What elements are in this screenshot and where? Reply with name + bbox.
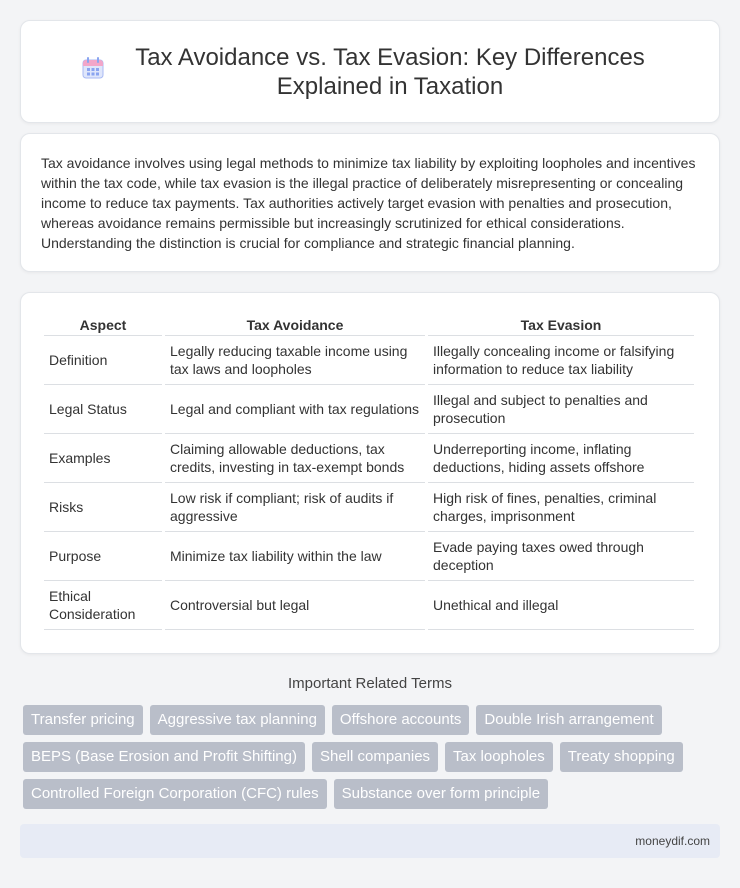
row-aspect-cell: Legal Status: [44, 385, 162, 434]
footer-site-name[interactable]: moneydif.com: [635, 834, 710, 848]
table-row: [44, 336, 694, 385]
row-evasion-cell: Underreporting income, inflating deductions, hiding assets offshore: [428, 434, 694, 483]
comparison-table: [41, 311, 697, 630]
row-avoidance-cell: Legally reducing taxable income using tax laws and loopholes: [165, 336, 425, 385]
row-evasion-cell: Unethical and illegal: [428, 581, 694, 630]
related-term-tag[interactable]: BEPS (Base Erosion and Profit Shifting): [23, 742, 305, 772]
table-row: [44, 483, 694, 532]
related-term-tag[interactable]: Substance over form principle: [334, 779, 548, 809]
footer: [20, 824, 720, 858]
related-terms-list: [23, 705, 723, 809]
intro-paragraph: Tax avoidance involves using legal methods to minimize tax liability by exploiting loopholes and incentives within the tax code, while tax evasion is the illegal practice of deliberately misrepresenting or concealing income to reduce tax payments. Tax authorities actively target evasion with penalties and prosecution, whereas avoidance remains permissible but increasingly scrutinized for ethical considerations. Understanding the distinction is crucial for compliance and strategic financial planning.: [41, 155, 696, 251]
row-avoidance-cell: Legal and compliant with tax regulations: [165, 385, 425, 434]
related-term-tag[interactable]: Aggressive tax planning: [150, 705, 325, 735]
comparison-table-card: [20, 292, 720, 654]
row-evasion-cell: Illegal and subject to penalties and prosecution: [428, 385, 694, 434]
related-term-tag[interactable]: Controlled Foreign Corporation (CFC) rules: [23, 779, 327, 809]
row-evasion-cell: Evade paying taxes owed through deception: [428, 532, 694, 581]
row-aspect-cell: Examples: [44, 434, 162, 483]
row-evasion-cell: High risk of fines, penalties, criminal charges, imprisonment: [428, 483, 694, 532]
related-term-tag[interactable]: Treaty shopping: [560, 742, 683, 772]
calendar-icon: [80, 55, 106, 81]
intro-card: [20, 133, 720, 272]
table-row: [44, 581, 694, 630]
related-term-tag[interactable]: Double Irish arrangement: [476, 705, 661, 735]
related-term-tag[interactable]: Offshore accounts: [332, 705, 469, 735]
table-row: [44, 385, 694, 434]
row-aspect-cell: Risks: [44, 483, 162, 532]
row-avoidance-cell: Minimize tax liability within the law: [165, 532, 425, 581]
title-card: [20, 20, 720, 123]
column-header-aspect: Aspect: [44, 311, 162, 336]
row-aspect-cell: Ethical Consideration: [44, 581, 162, 630]
column-header-tax-evasion: Tax Evasion: [428, 311, 694, 336]
row-avoidance-cell: Controversial but legal: [165, 581, 425, 630]
table-row: [44, 532, 694, 581]
column-header-tax-avoidance: Tax Avoidance: [165, 311, 425, 336]
related-term-tag[interactable]: Transfer pricing: [23, 705, 143, 735]
row-evasion-cell: Illegally concealing income or falsifying information to reduce tax liability: [428, 336, 694, 385]
row-avoidance-cell: Low risk if compliant; risk of audits if aggressive: [165, 483, 425, 532]
page-title: Tax Avoidance vs. Tax Evasion: Key Differences Explained in Taxation: [135, 43, 645, 100]
title-wrap: [60, 43, 680, 101]
table-header-row: [44, 311, 694, 336]
table-row: [44, 434, 694, 483]
row-aspect-cell: Purpose: [44, 532, 162, 581]
row-avoidance-cell: Claiming allowable deductions, tax credits, investing in tax-exempt bonds: [165, 434, 425, 483]
related-term-tag[interactable]: Tax loopholes: [445, 742, 553, 772]
related-terms-heading: Important Related Terms: [288, 675, 452, 692]
related-term-tag[interactable]: Shell companies: [312, 742, 438, 772]
row-aspect-cell: Definition: [44, 336, 162, 385]
